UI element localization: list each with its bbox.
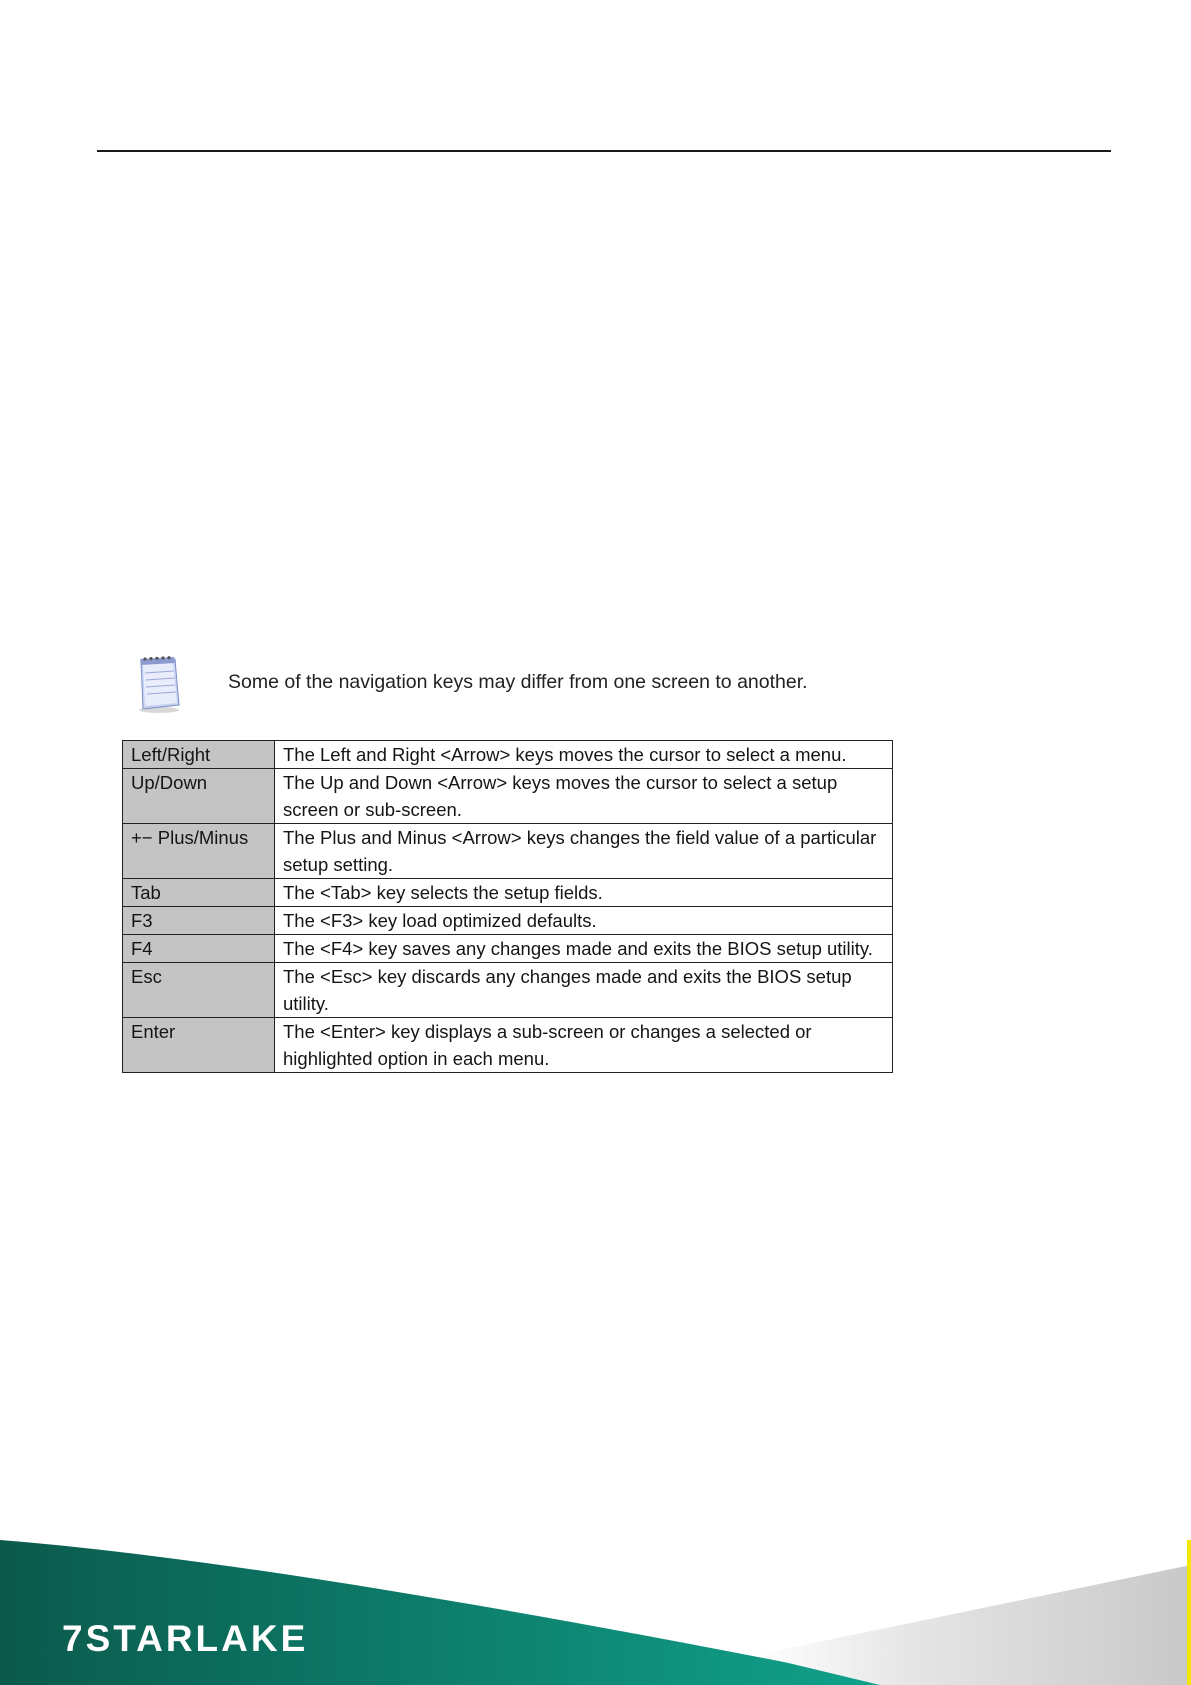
key-cell: Up/Down (123, 769, 275, 824)
description-cell: The <Tab> key selects the setup fields. (275, 879, 893, 907)
footer-band (0, 1530, 1191, 1685)
table-row (123, 1018, 893, 1073)
description-cell: The <Enter> key displays a sub-screen or changes a selected or highlighted option in each menu. (275, 1018, 893, 1073)
table-row (123, 935, 893, 963)
description-cell: The Up and Down <Arrow> keys moves the cursor to select a setup screen or sub-screen. (275, 769, 893, 824)
navigation-keys-table (122, 740, 893, 1073)
key-cell: F4 (123, 935, 275, 963)
table-row (123, 879, 893, 907)
description-cell: The Plus and Minus <Arrow> keys changes the field value of a particular setup setting. (275, 824, 893, 879)
table-row (123, 769, 893, 824)
table-row (123, 741, 893, 769)
key-cell: F3 (123, 907, 275, 935)
key-cell: Esc (123, 963, 275, 1018)
description-cell: The <F4> key saves any changes made and exits the BIOS setup utility. (275, 935, 893, 963)
header-rule (97, 150, 1111, 152)
note-text: Some of the navigation keys may differ from one screen to another. (228, 671, 808, 693)
key-cell: +− Plus/Minus (123, 824, 275, 879)
table-row (123, 907, 893, 935)
key-cell: Enter (123, 1018, 275, 1073)
teal-band (0, 1540, 900, 1685)
yellow-accent (1187, 1540, 1191, 1685)
notepad-icon (133, 655, 183, 715)
table-row (123, 824, 893, 879)
description-cell: The <Esc> key discards any changes made and exits the BIOS setup utility. (275, 963, 893, 1018)
description-cell: The <F3> key load optimized defaults. (275, 907, 893, 935)
table-row (123, 963, 893, 1018)
gray-swoosh (755, 1565, 1191, 1685)
description-cell: The Left and Right <Arrow> keys moves the cursor to select a menu. (275, 741, 893, 769)
key-cell: Tab (123, 879, 275, 907)
brand-logo: 7STARLAKE (62, 1618, 309, 1659)
key-cell: Left/Right (123, 741, 275, 769)
